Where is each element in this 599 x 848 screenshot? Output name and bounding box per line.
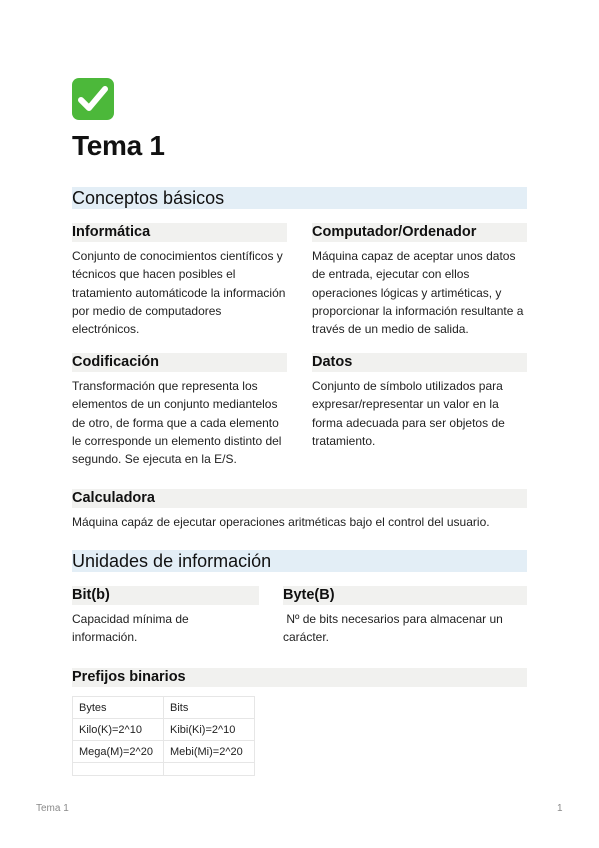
- heading-calculadora: Calculadora: [72, 489, 527, 508]
- table-cell: Mega(M)=2^20: [73, 741, 164, 763]
- footer-title: Tema 1: [36, 803, 69, 814]
- section-heading-unidades: Unidades de información: [72, 550, 527, 572]
- column-header-bits: Bits: [164, 697, 255, 719]
- text-byte: Nº de bits necesarios para almacenar un carácter.: [283, 612, 507, 645]
- table-cell: Mebi(Mi)=2^20: [164, 741, 255, 763]
- heading-computador: Computador/Ordenador: [312, 223, 527, 242]
- page-title: Tema 1: [72, 130, 165, 161]
- column-header-bytes: Bytes: [73, 697, 164, 719]
- heading-codificacion: Codificación: [72, 353, 287, 372]
- heading-informatica: Informática: [72, 223, 287, 242]
- heading-datos: Datos: [312, 353, 527, 372]
- heading-prefijos: Prefijos binarios: [72, 668, 527, 687]
- check-mark-button-icon: [72, 78, 114, 120]
- footer-page-number: 1: [557, 803, 563, 814]
- heading-byte: Byte(B): [283, 586, 527, 605]
- table-row: [73, 763, 255, 776]
- section-heading-conceptos: Conceptos básicos: [72, 187, 527, 209]
- text-calculadora: Máquina capáz de ejecutar operaciones aritméticas bajo el control del usuario.: [72, 515, 490, 529]
- table-row: [73, 741, 255, 763]
- text-codificacion: Transformación que representa los elementos de un conjunto mediantelos de otro, de forma que a cada elemento le corresponde un elemento distinto del segundo. Se ejecuta en la E/S.: [72, 379, 282, 467]
- table-cell: Kibi(Ki)=2^10: [164, 719, 255, 741]
- check-glyph: [78, 85, 108, 113]
- table-cell: [73, 763, 164, 776]
- table-cell: Kilo(K)=2^10: [73, 719, 164, 741]
- table-row: [73, 719, 255, 741]
- table-header-row: [73, 697, 255, 719]
- table-cell: [164, 763, 255, 776]
- text-informatica: Conjunto de conocimientos científicos y técnicos que hacen posibles el tratamiento automáticode la información por medio de computadores electrónicos.: [72, 249, 286, 337]
- prefixes-table: [72, 696, 255, 776]
- text-bit: Capacidad mínima de información.: [72, 612, 189, 645]
- text-computador: Máquina capaz de aceptar unos datos de entrada, ejecutar con ellos operaciones lógicas y artiméticas, y proporcionar la información resultante a través de un medio de salida.: [312, 249, 524, 337]
- text-datos: Conjunto de símbolo utilizados para expresar/representar un valor en la forma adecuada para ser objetos de tratamiento.: [312, 379, 505, 448]
- heading-bit: Bit(b): [72, 586, 259, 605]
